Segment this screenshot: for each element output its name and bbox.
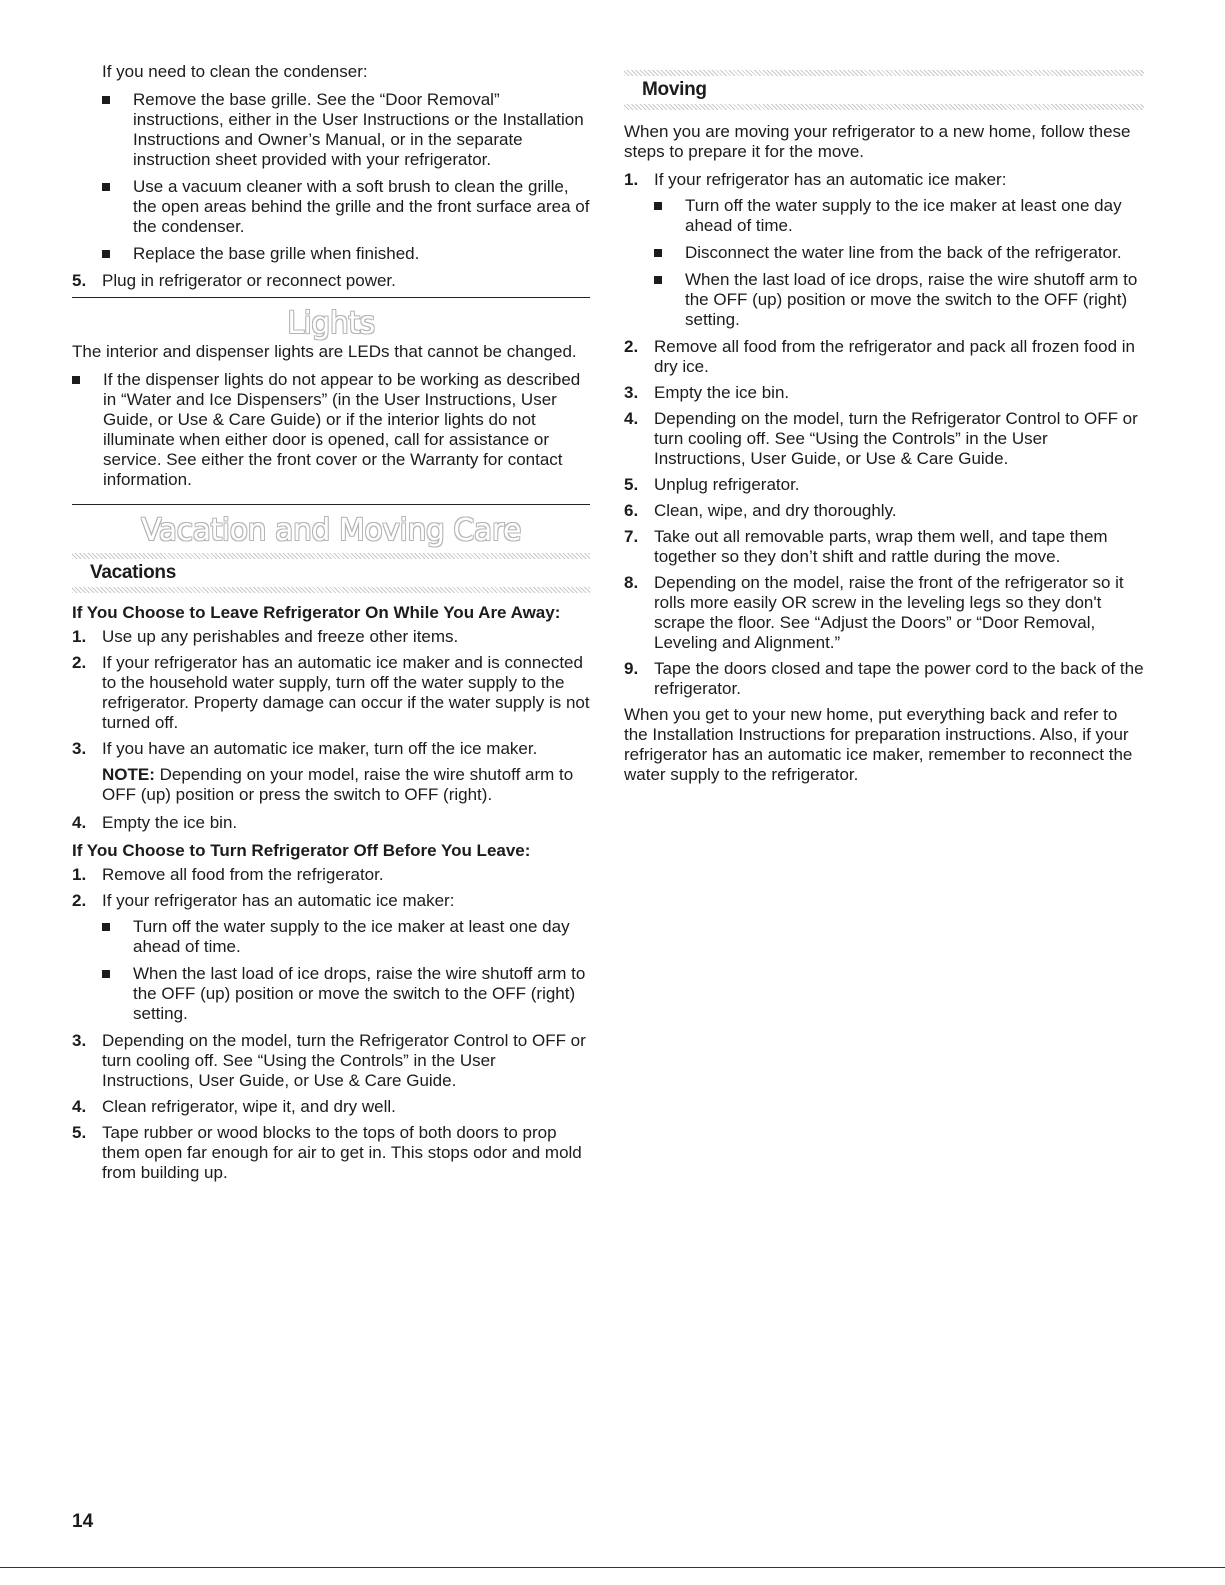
note-text: Depending on your model, raise the wire shutoff arm to OFF (up) position or press the switch to OFF (right). (102, 765, 574, 804)
list-item: Remove the base grille. See the “Door Removal” instructions, either in the User Instructions or the Installation Instructions and Owner’s Manual, or in the separate instruction sheet provided with your refrigerator. (102, 90, 590, 170)
divider (72, 504, 590, 505)
step-text: If your refrigerator has an automatic ice maker and is connected to the household water supply, turn off the water supply to the refrigerator. Property damage can occur if the water supply is not turned off. (102, 653, 590, 732)
step-text: Remove all food from the refrigerator. (102, 865, 384, 884)
list-item (72, 1097, 590, 1117)
step-number: 2. (624, 337, 639, 356)
step-number: 3. (72, 1031, 87, 1050)
page-number: 14 (72, 1511, 94, 1532)
step-text: Tape rubber or wood blocks to the tops of both doors to prop them open far enough for air to get in. This stops odor and mold from building up. (102, 1123, 582, 1182)
turn-off-heading: If You Choose to Turn Refrigerator Off Before You Leave: (72, 841, 531, 860)
step-number: 6. (624, 501, 639, 520)
step-number: 2. (72, 891, 87, 910)
step-number: 1. (72, 865, 87, 884)
divider (72, 297, 590, 298)
step-text: If your refrigerator has an automatic ice maker: (102, 891, 455, 910)
list-item (72, 653, 590, 733)
vacation-moving-title: Vacation and Moving Care (141, 513, 521, 548)
section-band (624, 104, 1144, 110)
step-number: 5. (624, 475, 639, 494)
list-item (72, 891, 590, 911)
list-item: When the last load of ice drops, raise the wire shutoff arm to the OFF (up) position or move the switch to the OFF (right) setting. (654, 270, 1144, 330)
step-text: Take out all removable parts, wrap them well, and tape them together so they don’t shift and rattle during the move. (654, 527, 1108, 566)
list-item (624, 659, 1144, 699)
list-item: Replace the base grille when finished. (102, 244, 590, 264)
step-text: Depending on the model, turn the Refrigerator Control to OFF or turn cooling off. See “Using the Controls” in the User Instructions, User Guide, or Use & Care Guide. (654, 409, 1138, 468)
note-label: NOTE: (102, 765, 155, 784)
list-item (624, 573, 1144, 653)
list-item (624, 170, 1144, 190)
list-item (72, 1031, 590, 1091)
step-text: If you have an automatic ice maker, turn off the ice maker. (102, 739, 538, 758)
step-number: 8. (624, 573, 639, 592)
list-item (624, 475, 1144, 495)
step-number: 1. (624, 170, 639, 189)
step-text: Remove all food from the refrigerator and pack all frozen food in dry ice. (654, 337, 1135, 376)
step-number: 3. (624, 383, 639, 402)
list-item: Turn off the water supply to the ice maker at least one day ahead of time. (102, 917, 590, 957)
list-item (72, 1123, 590, 1183)
step-text: Plug in refrigerator or reconnect power. (102, 271, 396, 290)
step-text: Depending on the model, raise the front of the refrigerator so it rolls more easily OR screw in the leveling legs so they don't scrape the floor. See “Adjust the Doors” or “Door Removal, Leveling and Alignment.” (654, 573, 1124, 652)
step-number: 3. (72, 739, 87, 758)
list-item (72, 271, 590, 291)
list-item (624, 383, 1144, 403)
step-text: Unplug refrigerator. (654, 475, 800, 494)
condenser-intro: If you need to clean the condenser: (102, 62, 368, 81)
step-number: 4. (72, 1097, 87, 1116)
step-text: Use up any perishables and freeze other items. (102, 627, 459, 646)
list-item (624, 409, 1144, 469)
list-item (72, 865, 590, 885)
moving-closing: When you get to your new home, put everything back and refer to the Installation Instructions for preparation instructions. Also, if your refrigerator has an automatic ice maker, remember to reconnect the water supply to the refrigerator. (624, 705, 1133, 784)
list-item: Turn off the water supply to the ice maker at least one day ahead of time. (654, 196, 1144, 236)
list-item: Use a vacuum cleaner with a soft brush to clean the grille, the open areas behind the grille and the front surface area of the condenser. (102, 177, 590, 237)
step-number: 4. (72, 813, 87, 832)
step-number: 5. (72, 271, 87, 290)
step-number: 9. (624, 659, 639, 678)
section-band (72, 587, 590, 593)
left-column (72, 62, 590, 1189)
lights-title: Lights (287, 306, 375, 341)
step-number: 1. (72, 627, 87, 646)
list-item (624, 501, 1144, 521)
step-text: Empty the ice bin. (654, 383, 790, 402)
step-text: If your refrigerator has an automatic ice maker: (654, 170, 1007, 189)
lights-paragraph: The interior and dispenser lights are LEDs that cannot be changed. (72, 342, 577, 361)
list-item (624, 337, 1144, 377)
condenser-bullet-list (102, 90, 590, 264)
step-text: Clean refrigerator, wipe it, and dry well. (102, 1097, 396, 1116)
moving-subtitle: Moving (642, 79, 707, 100)
step-number: 7. (624, 527, 639, 546)
list-item: When the last load of ice drops, raise the wire shutoff arm to the OFF (up) position or move the switch to the OFF (right) setting. (102, 964, 590, 1024)
moving-bullet-list (654, 196, 1144, 330)
vacations-subtitle: Vacations (90, 562, 177, 583)
moving-intro: When you are moving your refrigerator to a new home, follow these steps to prepare it for the move. (624, 122, 1131, 161)
step-text: Empty the ice bin. (102, 813, 238, 832)
note (102, 765, 590, 805)
step-text: Depending on the model, turn the Refrigerator Control to OFF or turn cooling off. See “Using the Controls” in the User Instructions, User Guide, or Use & Care Guide. (102, 1031, 586, 1090)
step-text: Tape the doors closed and tape the power cord to the back of the refrigerator. (654, 659, 1144, 698)
off-bullet-list (102, 917, 590, 1024)
list-item (72, 627, 590, 647)
list-item (72, 813, 590, 833)
step-number: 5. (72, 1123, 87, 1142)
list-item (72, 739, 590, 759)
bottom-rule (0, 1567, 1225, 1568)
step-text: Clean, wipe, and dry thoroughly. (654, 501, 897, 520)
list-item (624, 527, 1144, 567)
list-item: Disconnect the water line from the back of the refrigerator. (654, 243, 1144, 263)
stay-on-heading: If You Choose to Leave Refrigerator On While You Are Away: (72, 603, 561, 622)
right-column (624, 70, 1144, 793)
step-number: 4. (624, 409, 639, 428)
lights-bullet: If the dispenser lights do not appear to be working as described in “Water and Ice Dispensers” (in the User Instructions, User Guide, or Use & Care Guide) or if the interior lights do not illuminate when either door is opened, call for assistance or service. See either the front cover or the Warranty for contact information. (72, 370, 590, 490)
step-number: 2. (72, 653, 87, 672)
